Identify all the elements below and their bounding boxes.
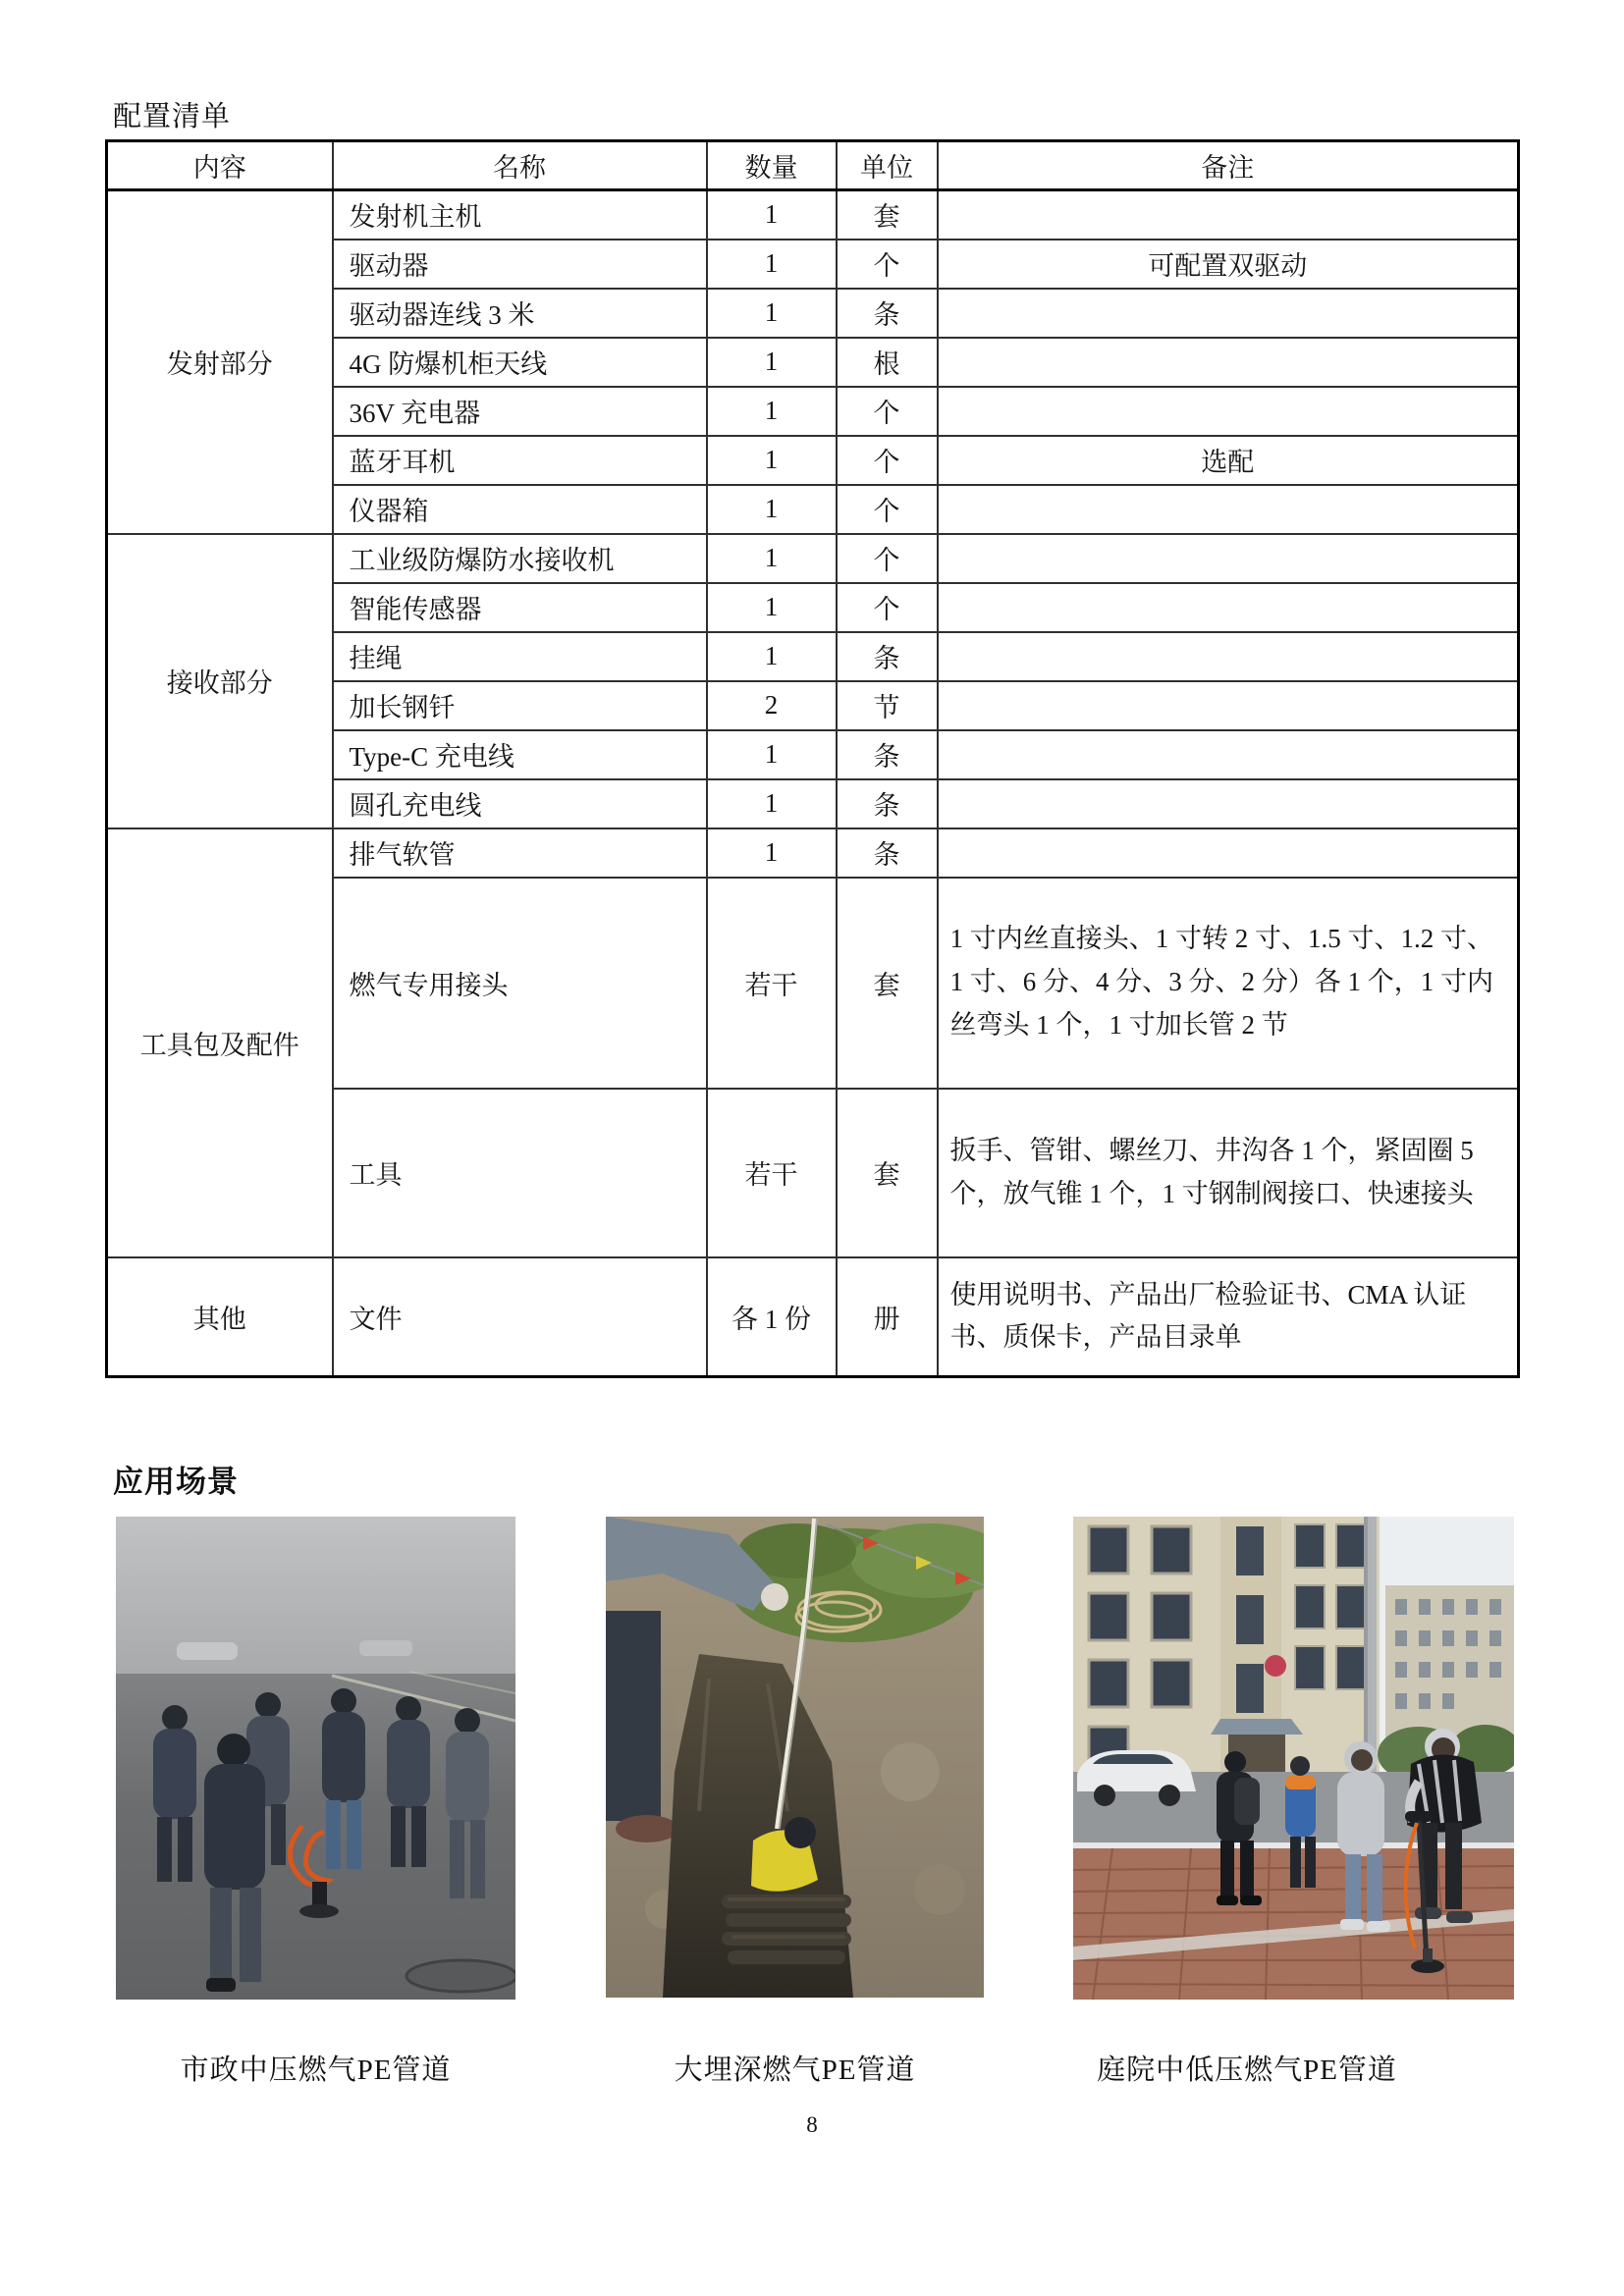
photo-caption: 市政中压燃气PE管道: [180, 2055, 452, 2086]
col-header-name: 名称: [333, 141, 707, 190]
cell-name: 仪器箱: [333, 485, 707, 534]
photo-municipal-medium-pressure-pipeline: [116, 1517, 515, 2000]
table-row: [107, 828, 1519, 878]
photo-courtyard-low-pressure-pipeline: [1073, 1517, 1514, 2000]
cell-note: [938, 828, 1519, 878]
cell-name: 工具: [333, 1089, 707, 1257]
category-cell: 工具包及配件: [107, 828, 333, 1257]
cell-note: [938, 485, 1519, 534]
cell-unit: 个: [837, 387, 938, 436]
cell-name: 发射机主机: [333, 190, 707, 240]
cell-qty: 1: [707, 828, 837, 878]
cell-unit: 个: [837, 583, 938, 632]
cell-note: 可配置双驱动: [938, 240, 1519, 289]
cell-unit: 套: [837, 190, 938, 240]
photo-illustration: [606, 1517, 984, 1998]
cell-note: [938, 338, 1519, 387]
cell-unit: 条: [837, 632, 938, 681]
cell-qty: 1: [707, 485, 837, 534]
cell-note: 扳手、管钳、螺丝刀、井沟各 1 个，紧固圈 5 个，放气锥 1 个，1 寸钢制阀接口、快速接头: [938, 1089, 1519, 1257]
col-header-content: 内容: [107, 141, 333, 190]
cell-qty: 各 1 份: [707, 1257, 837, 1377]
cell-name: 排气软管: [333, 828, 707, 878]
cell-name: 工业级防爆防水接收机: [333, 534, 707, 583]
cell-qty: 1: [707, 436, 837, 485]
category-cell: 发射部分: [107, 190, 333, 534]
cell-qty: 2: [707, 681, 837, 730]
cell-qty: 1: [707, 190, 837, 240]
cell-qty: 若干: [707, 1089, 837, 1257]
cell-unit: 个: [837, 436, 938, 485]
cell-unit: 套: [837, 878, 938, 1089]
photo-illustration: [1073, 1517, 1514, 2000]
cell-qty: 1: [707, 583, 837, 632]
category-cell: 接收部分: [107, 534, 333, 828]
cell-note: [938, 632, 1519, 681]
cell-name: 4G 防爆机柜天线: [333, 338, 707, 387]
cell-unit: 个: [837, 485, 938, 534]
cell-note: [938, 387, 1519, 436]
cell-qty: 1: [707, 338, 837, 387]
cell-note: [938, 289, 1519, 338]
cell-note: [938, 190, 1519, 240]
col-header-unit: 单位: [837, 141, 938, 190]
cell-name: Type-C 充电线: [333, 730, 707, 779]
cell-note: [938, 583, 1519, 632]
cell-note: 使用说明书、产品出厂检验证书、CMA 认证书、质保卡，产品目录单: [938, 1257, 1519, 1377]
table-row: [107, 190, 1519, 240]
cell-name: 燃气专用接头: [333, 878, 707, 1089]
cell-qty: 1: [707, 632, 837, 681]
page-number: 8: [806, 2112, 818, 2137]
cell-note: [938, 730, 1519, 779]
cell-name: 加长钢钎: [333, 681, 707, 730]
cell-unit: 个: [837, 240, 938, 289]
col-header-note: 备注: [938, 141, 1519, 190]
cell-qty: 1: [707, 779, 837, 828]
cell-qty: 1: [707, 534, 837, 583]
photo-caption: 庭院中低压燃气PE管道: [1097, 2055, 1397, 2086]
cell-unit: 条: [837, 289, 938, 338]
cell-note: [938, 681, 1519, 730]
table-row: [107, 534, 1519, 583]
cell-name: 圆孔充电线: [333, 779, 707, 828]
cell-qty: 1: [707, 730, 837, 779]
cell-unit: 个: [837, 534, 938, 583]
cell-name: 蓝牙耳机: [333, 436, 707, 485]
cell-note: [938, 779, 1519, 828]
cell-qty: 若干: [707, 878, 837, 1089]
cell-unit: 条: [837, 730, 938, 779]
cell-name: 挂绳: [333, 632, 707, 681]
section-title-application-scenarios: 应用场景: [113, 1465, 239, 1499]
cell-note: 1 寸内丝直接头、1 寸转 2 寸、1.5 寸、1.2 寸、1 寸、6 分、4 分、3 分、2 分）各 1 个，1 寸内丝弯头 1 个，1 寸加长管 2 节: [938, 878, 1519, 1089]
cell-unit: 条: [837, 828, 938, 878]
category-cell: 其他: [107, 1257, 333, 1377]
cell-unit: 套: [837, 1089, 938, 1257]
cell-name: 36V 充电器: [333, 387, 707, 436]
cell-note: 选配: [938, 436, 1519, 485]
cell-name: 文件: [333, 1257, 707, 1377]
photo-deep-buried-pipeline: [606, 1517, 984, 1998]
photo-caption: 大埋深燃气PE管道: [674, 2055, 916, 2086]
col-header-qty: 数量: [707, 141, 837, 190]
configuration-table: [105, 139, 1517, 1378]
cell-qty: 1: [707, 387, 837, 436]
cell-unit: 根: [837, 338, 938, 387]
photo-illustration: [116, 1517, 515, 2000]
cell-name: 驱动器: [333, 240, 707, 289]
table-row: [107, 1257, 1519, 1377]
page-title: 配置清单: [113, 101, 232, 133]
cell-note: [938, 534, 1519, 583]
cell-unit: 条: [837, 779, 938, 828]
cell-unit: 节: [837, 681, 938, 730]
cell-qty: 1: [707, 240, 837, 289]
cell-qty: 1: [707, 289, 837, 338]
cell-name: 驱动器连线 3 米: [333, 289, 707, 338]
cell-unit: 册: [837, 1257, 938, 1377]
cell-name: 智能传感器: [333, 583, 707, 632]
table-header-row: [107, 141, 1519, 190]
